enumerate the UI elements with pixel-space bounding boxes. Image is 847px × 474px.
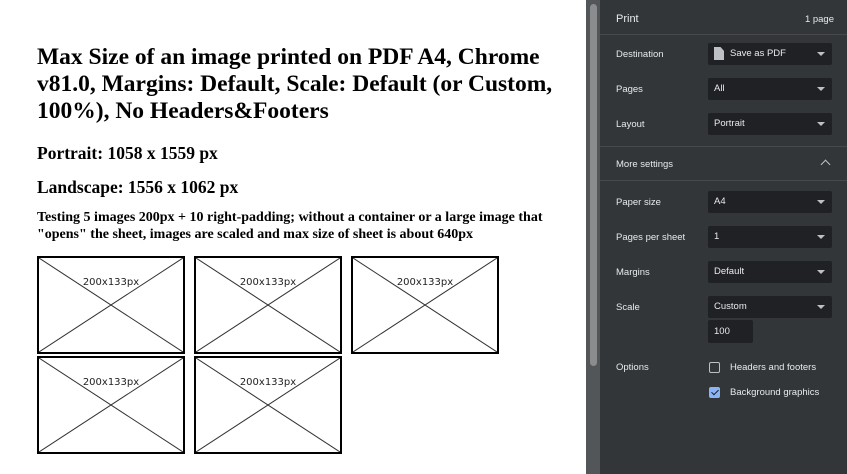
pages-select[interactable] xyxy=(708,78,832,100)
image-placeholder-label: 200x133px xyxy=(239,277,297,288)
scale-label: Scale xyxy=(616,302,640,313)
landscape-size-heading: Landscape: 1556 x 1062 px xyxy=(37,177,239,197)
destination-label: Destination xyxy=(616,49,664,60)
margins-value: Default xyxy=(714,266,745,277)
pages-per-sheet-select[interactable] xyxy=(708,226,832,248)
header-divider xyxy=(600,34,847,35)
layout-value: Portrait xyxy=(714,118,745,129)
image-placeholder xyxy=(351,256,499,354)
pages-value: All xyxy=(714,83,725,94)
margins-label: Margins xyxy=(616,267,650,278)
destination-select[interactable] xyxy=(708,43,832,65)
layout-select[interactable] xyxy=(708,113,832,135)
print-settings-panel xyxy=(600,0,847,474)
more-settings-label: More settings xyxy=(616,159,674,170)
headers-footers-label[interactable]: Headers and footers xyxy=(730,362,817,373)
background-graphics-checkbox[interactable] xyxy=(709,387,720,398)
chevron-down-icon xyxy=(817,270,825,274)
scale-value: Custom xyxy=(714,301,747,312)
paper-size-label: Paper size xyxy=(616,197,661,208)
more-settings-toggle[interactable] xyxy=(600,150,847,178)
background-graphics-label[interactable]: Background graphics xyxy=(730,387,820,398)
image-placeholder-label: 200x133px xyxy=(239,377,297,388)
custom-scale-input[interactable] xyxy=(708,320,753,343)
chevron-down-icon xyxy=(817,87,825,91)
image-placeholder xyxy=(194,356,342,454)
document-title: Max Size of an image printed on PDF A4, Chrome v81.0, Margins: Default, Scale: Default (or Custom, 100%), No Headers&Footers xyxy=(37,44,553,124)
preview-scrollbar[interactable] xyxy=(589,0,598,474)
settings-divider xyxy=(600,180,847,181)
paper-size-value: A4 xyxy=(714,196,726,207)
pages-per-sheet-label: Pages per sheet xyxy=(616,232,686,243)
pages-per-sheet-value: 1 xyxy=(714,231,720,242)
image-placeholder xyxy=(37,256,185,354)
image-placeholder xyxy=(37,356,185,454)
page-count: 1 page xyxy=(804,14,834,25)
portrait-size-heading: Portrait: 1058 x 1559 px xyxy=(37,143,218,163)
print-title: Print xyxy=(616,13,639,25)
options-label: Options xyxy=(616,362,649,373)
headers-footers-checkbox[interactable] xyxy=(709,362,720,373)
destination-value: Save as PDF xyxy=(730,48,786,59)
layout-label: Layout xyxy=(616,119,645,130)
image-placeholder-label: 200x133px xyxy=(82,377,140,388)
chevron-down-icon xyxy=(817,235,825,239)
chevron-down-icon xyxy=(817,52,825,56)
pages-label: Pages xyxy=(616,84,643,95)
margins-select[interactable] xyxy=(708,261,832,283)
scale-select[interactable] xyxy=(708,296,832,318)
chevron-up-icon xyxy=(821,160,831,170)
image-placeholder-label: 200x133px xyxy=(82,277,140,288)
chevron-down-icon xyxy=(817,305,825,309)
settings-divider xyxy=(600,146,847,147)
description-text: Testing 5 images 200px + 10 right-padding; without a container or a large image that "opens" the sheet, images are scaled and max size of sheet is about 640px xyxy=(37,210,543,242)
chevron-down-icon xyxy=(817,200,825,204)
scrollbar-thumb[interactable] xyxy=(590,4,597,366)
file-icon xyxy=(714,47,724,60)
image-placeholder xyxy=(194,256,342,354)
image-placeholder-label: 200x133px xyxy=(396,277,454,288)
chevron-down-icon xyxy=(817,122,825,126)
paper-size-select[interactable] xyxy=(708,191,832,213)
